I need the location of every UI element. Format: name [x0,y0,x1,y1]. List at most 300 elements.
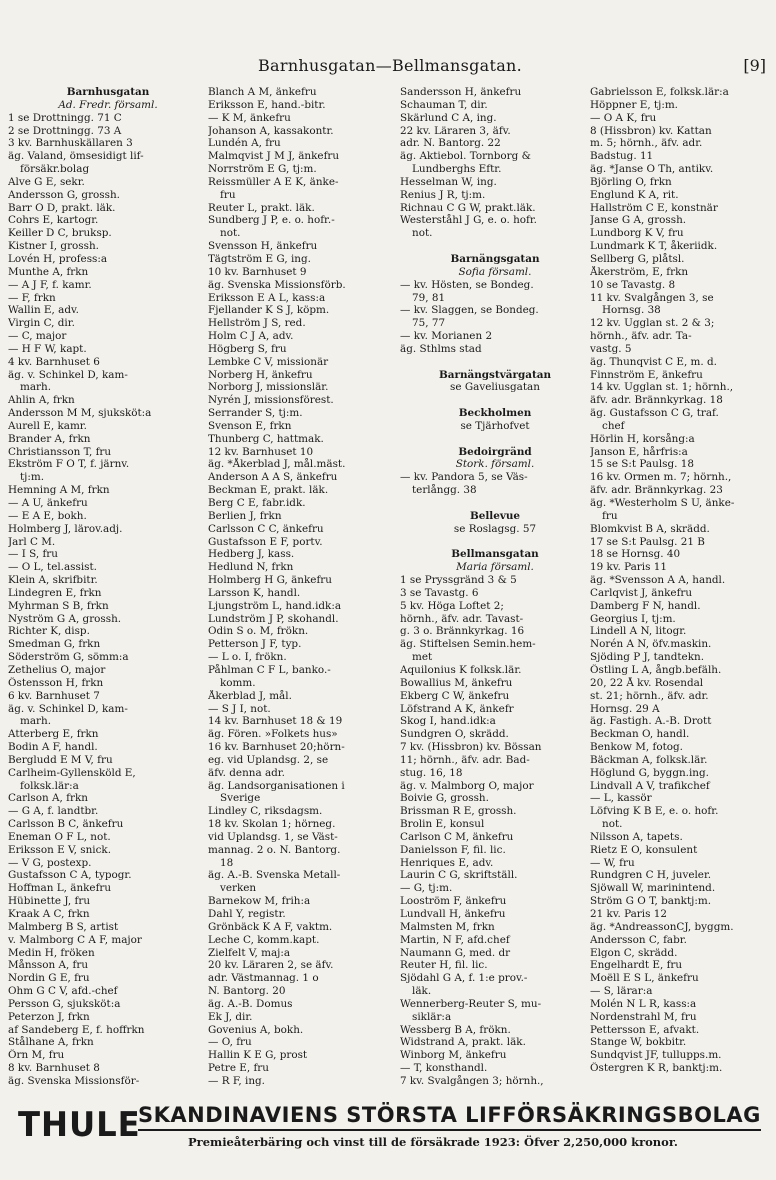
directory-entry: — kv. Morianen 2 [400,330,493,343]
directory-entry: — S, lärar:a [590,985,653,998]
directory-entry: Sundqvist JF, tullupps.m. [590,1049,722,1062]
directory-entry: af Sandeberg E, f. hoffrkn [8,1023,145,1036]
directory-entry: — R F, ing. [208,1074,265,1086]
directory-entry: — K M, änkefru [208,111,291,124]
directory-entry: Lovén H, profess:a [8,252,108,265]
directory-entry: v. Malmborg C A F, major [8,933,142,946]
directory-entry: m. 5; hörnh., äfv. adr. [590,137,703,150]
street-heading: Barnängsgatan [450,252,540,265]
directory-entry: 1 se Drottningg. 71 C [8,111,122,124]
directory-entry: Norén A N, öfv.maskin. [590,638,712,651]
directory-entry: Stålhane A, frkn [8,1036,94,1049]
directory-entry: Örn M, fru [8,1049,65,1062]
directory-entry: Åkerström, E, frkn [590,265,689,278]
directory-entry: not. [602,818,623,831]
directory-entry: 12 kv. Barnhuset 10 [208,445,314,458]
directory-entry: Påhlman C F L, banko.- [208,663,331,676]
directory-entry: 2 se Drottningg. 73 A [8,124,122,137]
directory-entry: — G, tj:m. [400,882,453,895]
directory-entry: Martin, N F, afd.chef [400,933,510,946]
directory-entry: Ström G O T, banktj:m. [590,895,711,908]
directory-entry: Bowallius M, änkefru [400,676,513,689]
directory-entry: Johanson A, kassakontr. [208,124,334,137]
directory-entry: Barnekow M, frih:a [208,895,311,908]
directory-entry: Odin S o. M, frökn. [208,625,309,638]
directory-entry: Keiller D C, bruksp. [8,227,112,240]
directory-entry: Finnström E, änkefru [590,368,703,381]
directory-entry: vastg. 5 [590,342,632,355]
directory-entry: — A U, änkefru [8,497,88,509]
directory-entry: Widstrand A, prakt. läk. [400,1036,526,1049]
directory-entry: Lundmark K T, åkeriidk. [590,240,718,253]
directory-entry: Jarl C M. [8,535,56,548]
directory-entry: äg. A.-B. Domus [208,997,293,1010]
directory-entry: Bodin A F, handl. [8,741,98,754]
directory-entry: 8 (Hissbron) kv. Kattan [590,124,712,137]
directory-entry: Ekström F O T, f. järnv. [8,458,130,471]
directory-entry: Berlien J, frkn [208,509,282,522]
directory-entry: Alve G E, sekr. [8,175,85,188]
directory-entry: Lindley C, riksdagsm. [208,805,323,818]
directory-entry: Munthe A, frkn [8,265,89,278]
directory-entry: Moëll E S L, änkefru [590,972,699,985]
directory-entry: Lindegren E, frkn [8,586,102,599]
directory-entry: Högberg S, fru [208,342,287,355]
directory-entry: Stange W, bokbitr. [590,1036,687,1049]
directory-entry: 11; hörnh., äfv. adr. Bad- [400,753,530,766]
directory-entry: Kraak A C, frkn [8,908,90,920]
directory-entry: Hesselman W, ing. [400,175,497,188]
directory-entry: se Tjärhofvet [460,419,530,432]
directory-entry: Eriksson E, hand.-bitr. [208,98,326,111]
directory-entry: Svensson H, änkefru [208,240,318,253]
directory-entry: Pettersson E, afvakt. [590,1023,700,1036]
directory-entry: Govenius A, bokh. [208,1023,304,1036]
directory-entry: 6 kv. Barnhuset 7 [8,689,100,702]
directory-entry: Aurell E, kamr. [8,419,87,432]
directory-entry: Petre E, fru [208,1062,269,1075]
directory-entry: Östergren K R, banktj:m. [590,1062,723,1075]
directory-entry: terlångg. 38 [412,484,477,497]
directory-entry: — kv. Pandora 5, se Väs- [400,471,528,484]
directory-entry: äg. Gustafsson C G, traf. [590,407,719,420]
directory-entry: Nordenstrahl M, fru [590,1010,697,1023]
directory-entry: 10 se Tavastg. 8 [590,278,676,291]
directory-entry: 18 [220,856,234,869]
directory-entry: äg. *Svensson A A, handl. [590,574,726,587]
column-1 [8,86,208,1086]
directory-entry: Reissmüller A E K, änke- [208,175,339,188]
directory-entry: Sjöwall W, marinintend. [590,882,716,895]
directory-entry: — O L, tel.assist. [8,561,97,574]
directory-entry: Petterson J F, typ. [208,638,302,651]
directory-entry: Peterzon J, frkn [8,1010,90,1023]
directory-entry: Söderström G, sömm:a [8,651,129,664]
directory-entry: Brolin E, konsul [400,818,485,831]
directory-entry: Beckman O, handl. [590,728,690,741]
directory-entry: Dahl Y, registr. [208,908,286,920]
directory-entry [400,497,590,510]
directory-entry: 3 kv. Barnhuskällaren 3 [8,137,133,150]
directory-entry: — W, fru [590,856,635,869]
directory-entry: 21 kv. Paris 12 [590,908,667,920]
directory-entry: 10 kv. Barnhuset 9 [208,265,307,278]
directory-entry: Carlson A, frkn [8,792,88,805]
directory-entry: — kv. Slaggen, se Bondeg. [400,304,539,317]
directory-entry: äg. v. Schinkel D, kam- [8,702,128,715]
directory-entry: Georgius I, tj:m. [590,612,676,625]
directory-entry: 5 kv. Höga Loftet 2; [400,599,504,612]
directory-entry: eg. vid Uplandsg. 2, se [208,753,329,766]
directory-entry: Östling L A, ångb.befälh. [590,663,722,676]
directory-entry: Thunberg C, hattmak. [208,432,324,445]
directory-entry: verken [220,882,257,895]
directory-entry: — G A, f. landtbr. [8,805,99,818]
directory-entry: — T, konsthandl. [400,1062,488,1075]
directory-entry: 20, 22 Å kv. Rosendal [590,676,704,689]
parish-label: Sofia församl. [458,265,532,278]
directory-entry: Carlsson B C, änkefru [8,818,124,831]
directory-entry: adr. Västmannag. 1 o [208,972,319,985]
directory-entry: Eneman O F L, not. [8,830,111,843]
directory-entry: äg. v. Schinkel D, kam- [8,368,128,381]
ad-brand: THULE [18,1105,141,1145]
directory-entry: Larsson K, handl. [208,586,301,599]
directory-entry: Richnau C G W, prakt.läk. [400,201,536,214]
directory-entry: Wessberg B A, frökn. [400,1023,511,1036]
street-heading: Bellmansgatan [451,548,539,561]
directory-entry: Christiansson T, fru [8,445,112,458]
directory-entry: Brissman R E, grossh. [400,805,517,818]
directory-entry: försäkr.bolag [20,163,90,176]
directory-entry: Zielfelt V, maj:a [208,946,291,959]
directory-entry: Zethelius O, major [8,663,106,676]
directory-entry: äg. Svenska Missionsför- [8,1074,140,1086]
directory-entry: Benkow M, fotog. [590,741,683,754]
directory-entry: Molén N L R, kass:a [590,997,697,1010]
street-heading: Beckholmen [458,407,532,420]
directory-entry: Hornsg. 29 A [590,702,660,715]
directory-entry [400,394,590,407]
directory-entry: stug. 16, 18 [400,766,463,779]
directory-entry: Sandersson H, änkefru [400,86,522,98]
directory-entry: se Gaveliusgatan [450,381,540,394]
directory-entry: Hallin K E G, prost [208,1049,308,1062]
directory-entry: Badstug. 11 [590,150,654,163]
directory-entry: äg. *Westerholm S U, änke- [590,497,735,509]
insurance-advertisement [18,1093,761,1163]
directory-entry: äg. Svenska Missionsförb. [208,278,346,291]
directory-entry: Löfstrand A K, änkefr [400,702,514,715]
directory-entry: Skog I, hand.idk:a [400,715,496,728]
directory-entry: 14 kv. Ugglan st. 1; hörnh., [590,381,734,394]
directory-entry: st. 21; hörnh., äfv. adr. [590,689,709,702]
directory-entry: Blomkvist B A, skrädd. [590,522,710,535]
directory-entry: Holmberg H G, änkefru [208,574,332,587]
directory-entry: Gabrielsson E, folksk.lär:a [590,86,729,98]
directory-entry: Engelhardt E, fru [590,959,683,972]
directory-entry: Löfving K B E, e. o. hofr. [590,805,719,818]
directory-entry: Rundgren C H, juveler. [590,869,712,882]
directory-entry: Lundvall H, änkefru [400,908,506,920]
directory-entry: Andersson G, grossh. [8,188,120,201]
directory-entry: — C, major [8,330,67,343]
directory-entry: Hallström C E, konstnär [590,201,718,214]
directory-entry: marh. [20,381,52,394]
directory-entry [400,356,590,369]
directory-entry: Lundberghs Eftr. [412,163,502,176]
directory-entry: Reuter L, prakt. läk. [208,201,315,214]
directory-entry: Cohrs E, kartogr. [8,214,99,227]
directory-entry: hörnh., äfv. adr. Tavast- [400,612,524,625]
directory-entry: Ohm G C V, afd.-chef [8,985,118,998]
directory-entry: 18 kv. Skolan 1; hörneg. [208,818,336,831]
directory-entry: Svenson E, frkn [208,419,292,432]
directory-entry: adr. N. Bantorg. 22 [400,137,501,150]
directory-entry: Ek J, dir. [208,1010,253,1023]
directory-entry: Gustafsson E F, portv. [208,535,323,548]
directory-entry: hörnh., äfv. adr. Ta- [590,330,692,343]
directory-entry: Nyström G A, grossh. [8,612,122,625]
directory-entry: Lundén A, fru [208,137,281,150]
directory-entry: Lundborg K V, fru [590,227,684,240]
directory-entry: tj:m. [20,471,45,484]
directory-entry: — F, frkn [8,291,56,304]
directory-entry: 20 kv. Läraren 2, se äfv. [208,959,334,972]
directory-entry: — H F W, kapt. [8,342,87,355]
directory-entry: Rietz E O, konsulent [590,843,698,856]
directory-entry: 4 kv. Barnhuset 6 [8,355,100,368]
directory-entry: Tägtström E G, ing. [208,252,311,265]
directory-entry: Carlson C M, änkefru [400,830,514,843]
directory-entry: Hornsg. 38 [602,304,661,317]
directory-entry: se Roslagsg. 57 [453,522,537,535]
directory-entry: 8 kv. Barnhuset 8 [8,1062,100,1075]
directory-entry: — V G, postexp. [8,856,92,869]
directory-entry: — O A K, fru [590,111,657,124]
directory-entry: 79, 81 [412,291,446,304]
directory-entry: Renius J R, tj:m. [400,188,486,201]
directory-entry: Looström F, änkefru [400,895,507,908]
directory-entry: Carlheim-Gyllensköld E, [8,766,136,779]
directory-entry: läk. [412,985,432,998]
directory-entry: Hellström J S, red. [208,317,306,330]
directory-entry: äg. Fastigh. A.-B. Drott [590,715,712,728]
directory-entry: Lindvall A V, trafikchef [590,779,710,792]
directory-entry: marh. [20,715,52,728]
directory-entry: Andersson M M, sjuksköt:a [8,407,152,420]
directory-entry: Östensson H, frkn [8,676,104,689]
directory-entry: Sverige [220,792,261,805]
directory-entry: fru [602,509,618,522]
directory-entry: Holmberg J, lärov.adj. [8,522,123,535]
directory-entry: Bergludd E M V, fru [8,753,113,766]
directory-entry: Reuter H, fil. lic. [400,959,488,972]
directory-entry: Malmsten M, frkn [400,920,495,933]
directory-entry: Berg C E, fabr.idk. [208,497,306,509]
directory-entry: chef [602,419,625,432]
directory-entry: 22 kv. Läraren 3, äfv. [400,124,511,137]
directory-entry: Wallin E, adv. [8,304,79,317]
directory-entry: äg. Stiftelsen Semin.hem- [400,638,536,651]
directory-entry: äg. Fören. »Folkets hus» [208,728,338,741]
directory-entry: Sjödahl G A, f. 1:e prov.- [400,972,528,985]
directory-entry: Norrström E G, tj:m. [208,163,317,176]
directory-entry: mannag. 2 o. N. Bantorg. [208,843,341,856]
directory-entry: Myhrman S B, frkn [8,599,109,612]
directory-entry: Sjöding P J, tandtekn. [590,651,705,664]
directory-entry: äg. A.-B. Svenska Metall- [208,869,341,882]
directory-entry: Janson E, hårfris:a [590,445,688,458]
directory-entry: Hübinette J, fru [8,895,91,908]
directory-entry: Bäckman A, folksk.lär. [590,753,708,766]
directory-entry: Nyrén J, missionsförest. [208,394,334,407]
directory-entry: 16 kv. Barnhuset 20;hörn- [208,741,345,754]
directory-entry: Nordin G E, fru [8,972,90,985]
directory-entry: Hoffman L, änkefru [8,882,112,895]
directory-entry: Nilsson A, tapets. [590,830,683,843]
directory-entry: 7 kv. Svalgången 3; hörnh., [400,1074,544,1086]
directory-entry: — O, fru [208,1036,252,1049]
directory-entry: Laurin C G, skriftställ. [400,869,518,882]
directory-entry: Höglund G, byggn.ing. [590,766,709,779]
directory-entry: N. Bantorg. 20 [208,985,286,998]
parish-label: Ad. Fredr. församl. [58,98,158,111]
directory-entry: äg. v. Malmborg O, major [400,779,534,792]
directory-entry: 15 se S:t Paulsg. 18 [590,458,694,471]
running-title: Barnhusgatan—Bellmansgatan. [257,56,523,75]
directory-entry: 1 se Pryssgränd 3 & 5 [400,574,517,587]
directory-entry: Naumann G, med. dr [400,946,511,959]
directory-entry [400,536,590,549]
directory-entry: Hemning A M, frkn [8,484,110,497]
directory-entry: Carlsson C C, änkefru [208,522,324,535]
directory-entry: äg. Valand, ömsesidigt lif- [8,150,144,163]
street-heading: Barnängstvärgatan [438,368,552,381]
directory-entry: Skärlund C A, ing. [400,111,497,124]
directory-entry: g. 3 o. Brännkyrkag. 16 [400,625,525,638]
directory-entry: Brander A, frkn [8,432,91,445]
directory-entry: Eriksson E V, snick. [8,843,112,856]
column-3 [400,86,590,1086]
directory-entry: Janse G A, grossh. [590,214,687,227]
ad-subline: Premieåterbäring och vinst till de försäkrade 1923: Öfver 2,250,000 kronor. [188,1135,678,1149]
directory-entry: 3 se Tavastg. 6 [400,586,479,599]
directory-entry: Danielsson F, fil. lic. [400,843,506,856]
directory-entry: Hörlin H, korsång:a [590,432,695,445]
directory-entry: Åkerblad J, mål. [208,689,292,702]
street-heading: Bellevue [469,509,521,522]
directory-entry: Malmberg B S, artist [8,920,119,933]
directory-entry: — E A E, bokh. [8,509,87,522]
directory-entry: Grönbäck K A F, vaktm. [208,920,333,933]
directory-entry: 12 kv. Ugglan st. 2 & 3; [590,317,715,330]
directory-entry: 75, 77 [412,317,446,330]
directory-entry: äg. *Janse O Th, antikv. [590,163,714,176]
directory-entry: Andersson C, fabr. [590,933,687,946]
directory-entry: Barr O D, prakt. läk. [8,201,116,214]
directory-entry: not. [220,227,241,240]
directory-columns [8,86,770,1086]
directory-entry: äg. Sthlms stad [400,342,482,355]
directory-entry: Richter K, disp. [8,625,90,638]
parish-label: Maria församl. [456,561,534,574]
directory-entry: Lundström J P, skohandl. [208,612,339,625]
directory-entry: Boivie G, grossh. [400,792,489,805]
directory-entry: Serrander S, tj:m. [208,407,303,420]
directory-entry: äg. *AndreassonCJ, byggm. [590,920,734,933]
directory-entry: Westerståhl J G, e. o. hofr. [400,214,537,227]
directory-entry: 11 kv. Svalgången 3, se [590,291,714,304]
directory-entry: — kv. Hösten, se Bondeg. [400,278,534,291]
directory-entry: Ljungström L, hand.idk:a [208,599,342,612]
directory-entry: Wennerberg-Reuter S, mu- [400,997,542,1010]
directory-entry: Hedberg J, kass. [208,548,295,561]
directory-entry: Holm C J A, adv. [208,330,294,343]
directory-entry: komm. [220,676,256,689]
directory-entry: Henriques E, adv. [400,856,494,869]
directory-entry: Sundberg J P, e. o. hofr.- [208,214,335,227]
directory-entry: 14 kv. Barnhuset 18 & 19 [208,715,343,728]
directory-entry: Persson G, sjuksköt:a [8,997,121,1010]
directory-entry: vid Uplandsg. 1, se Väst- [208,830,338,843]
directory-entry: Anderson A A S, änkefru [208,471,338,484]
directory-entry: Elgon C, skrädd. [590,946,678,959]
directory-entry: Schauman T, dir. [400,98,488,111]
directory-entry: 17 se S:t Paulsg. 21 B [590,535,705,548]
directory-entry: äfv. denna adr. [208,766,285,779]
directory-entry: äg. Aktiebol. Tornborg & [400,150,531,163]
directory-entry: Sellberg G, plåtsl. [590,252,685,265]
directory-entry: — I S, fru [8,548,58,561]
directory-entry [400,240,590,253]
street-heading: Barnhusgatan [66,86,150,98]
directory-entry: Fjellander K S J, köpm. [208,304,330,317]
directory-entry: — L o. I, frökn. [208,651,287,664]
directory-entry: — L, kassör [590,792,652,805]
directory-entry: Eriksson E A L, kass:a [208,291,326,304]
directory-entry: not. [412,227,433,240]
directory-entry: Aquilonius K folksk.lär. [400,663,522,676]
directory-entry: Leche C, komm.kapt. [208,933,320,946]
directory-entry: Atterberg E, frkn [8,728,99,741]
directory-entry: Hedlund N, frkn [208,561,294,574]
directory-entry: äg. Landsorganisationen i [208,779,345,792]
directory-entry: Malmqvist J M J, änkefru [208,150,340,163]
directory-entry: Klein A, skrifbitr. [8,574,98,587]
page-number: [9] [743,56,766,75]
directory-entry: 7 kv. (Hissbron) kv. Bössan [400,741,542,754]
directory-entry: 16 kv. Ormen m. 7; hörnh., [590,471,732,484]
directory-entry: fru [220,188,236,201]
directory-entry: äg. *Åkerblad J, mål.mäst. [208,458,346,471]
directory-entry: Höppner E, tj:m. [590,98,678,111]
directory-entry: Månsson A, fru [8,959,89,972]
directory-entry: Beckman E, prakt. läk. [208,484,329,497]
directory-entry: — S J I, not. [208,702,271,715]
directory-entry: — A J F, f. kamr. [8,278,92,291]
directory-entry: Ahlin A, frkn [8,394,75,407]
directory-entry [400,433,590,446]
directory-entry: Norborg J, missionslär. [208,381,329,394]
directory-entry: Lembke C V, missionär [208,355,329,368]
directory-entry: siklär:a [412,1010,452,1023]
directory-entry: äg. Thunqvist C E, m. d. [590,355,717,368]
directory-entry: Björling O, frkn [590,175,672,188]
directory-entry: 18 se Hornsg. 40 [590,548,681,561]
directory-entry: Carlqvist J, änkefru [590,586,693,599]
directory-entry: Sundgren O, skrädd. [400,728,509,741]
